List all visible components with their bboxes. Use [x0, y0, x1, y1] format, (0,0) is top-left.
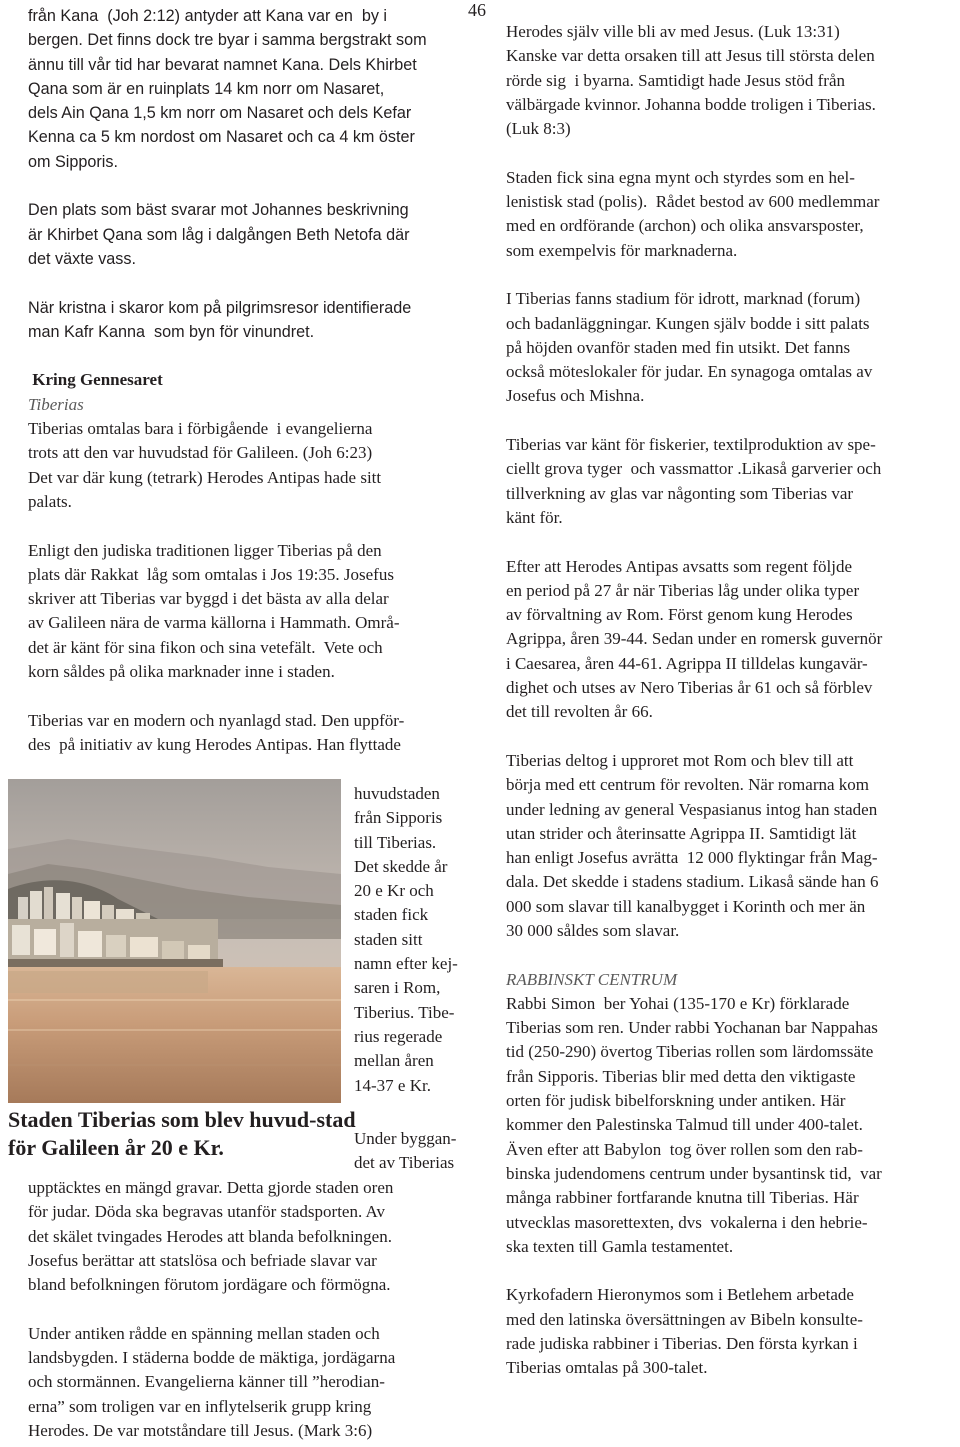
text-line: erna” som troligen var en inflytelserik grupp kring — [28, 1396, 372, 1416]
left-column-lower — [28, 1176, 478, 1443]
text-line: med den latinska översättningen av Bibeln konsulte- — [506, 1309, 863, 1329]
text-line: Kanske var detta orsaken till att Jesus till största delen — [506, 46, 875, 66]
text-line: Tiberias var en modern och nyanlagd stad. Den uppför- — [28, 710, 405, 730]
text-line: plats där Rakkat låg som omtalas i Jos 19:35. Josefus — [28, 564, 394, 584]
text-line: binska judendomens centrum under bysantinsk tid, var — [506, 1163, 882, 1183]
text-line: Herodes. De var motståndare till Jesus. (Mark 3:6) — [28, 1420, 373, 1440]
text-line: bland befolkningen förutom jordägare och förmögna. — [28, 1275, 391, 1295]
text-line: dala. Det skedde i stadens stadium. Likaså sände han 6 — [506, 872, 879, 892]
text-line: rörde sig i byarna. Samtidigt hade Jesus stöd från — [506, 70, 845, 90]
beside-photo-text — [354, 782, 474, 1098]
text-line: I Tiberias fanns stadium för idrott, marknad (forum) — [506, 289, 861, 309]
text-line: känt för. — [506, 507, 563, 527]
text-line: Under antiken rådde en spänning mellan staden och — [28, 1323, 380, 1343]
text-line: Rabbi Simon ber Yohai (135-170 e Kr) förklarade — [506, 993, 850, 1013]
text-line: Josefus berättar att statslösa och befriade slavar var — [28, 1250, 377, 1270]
text-line: trots att den var huvudstad för Galileen. (Joh 6:23) — [28, 443, 373, 463]
text-line: det av Tiberias — [354, 1153, 455, 1173]
right-column — [506, 20, 956, 1381]
text-line: rius regerade — [354, 1026, 443, 1046]
text-line: saren i Rom, — [354, 978, 441, 998]
paragraph-revolt — [506, 749, 956, 943]
paragraph-tension — [28, 1322, 478, 1443]
text-line: Tiberias var känt för fiskerier, textilproduktion av spe- — [506, 435, 876, 455]
text-line: upptäcktes en mängd gravar. Detta gjorde staden oren — [28, 1178, 394, 1197]
text-line: staden sitt — [354, 929, 423, 949]
text-line: utan strider och återinsatte Agrippa II. Samtidigt lät — [506, 823, 857, 843]
text-line: ciellt grova tyger och vassmattor .Likaså garverier och — [506, 459, 882, 479]
text-line: ska texten till Gamla testamentet. — [506, 1236, 734, 1256]
paragraph-tradition — [28, 539, 478, 685]
paragraph-graves — [28, 1176, 478, 1297]
text-line: om Sipporis. — [28, 152, 118, 171]
text-line: av förvaltning av Rom. Först genom kung Herodes — [506, 605, 853, 625]
text-line: lenistisk stad (polis). Rådet bestod av 600 medlemmar — [506, 192, 880, 212]
text-line: är Khirbet Qana som låg i dalgången Beth Netofa där — [28, 225, 410, 244]
paragraph-stadium — [506, 287, 956, 408]
text-line: dels Ain Qana 1,5 km norr om Nasaret och dels Kefar — [28, 104, 412, 123]
text-line: från Sipporis — [354, 808, 443, 828]
section-subheading: Tiberias — [28, 394, 84, 414]
paragraph-herodes-jesus — [506, 20, 956, 141]
text-line: Staden fick sina egna mynt och styrdes som en hel- — [506, 167, 855, 187]
paragraph-hieronymos — [506, 1283, 956, 1380]
text-line: När kristna i skaror kom på pilgrimsresor identifierade — [28, 298, 412, 317]
text-line: Josefus och Mishna. — [506, 386, 645, 406]
text-line: det skälet tvingades Herodes att blanda befolkningen. — [28, 1226, 392, 1246]
text-line: huvudstaden — [354, 784, 440, 803]
text-line: tillverkning av glas var någonting som Tiberias var — [506, 483, 854, 503]
text-line: mellan åren — [354, 1051, 434, 1071]
text-line: 30 000 såldes som slavar. — [506, 920, 680, 940]
text-line: Det skedde år — [354, 856, 448, 876]
text-line: tid (250-290) övertog Tiberias rollen som lärdomssäte — [506, 1042, 874, 1062]
text-line: välbärgade kvinnor. Johanna bodde troligen i Tiberias. — [506, 94, 876, 114]
text-line: Det var där kung (tetrark) Herodes Antipas hade sitt — [28, 467, 382, 487]
paragraph-kana — [28, 4, 478, 174]
text-line: på höjden ovanför staden med fin utsikt. Det fanns — [506, 337, 851, 357]
text-line: av Galileen nära de varma källorna i Hammath. Områ- — [28, 613, 400, 633]
paragraph-khirbet-qana — [28, 198, 478, 271]
paragraph-polis — [506, 166, 956, 263]
text-line: med en ordförande (archon) och olika ansvarsposter, — [506, 216, 864, 236]
text-line: det till revolten år 66. — [506, 702, 653, 722]
text-line: från Kana (Joh 2:12) antyder att Kana var en by i — [28, 7, 388, 25]
text-line: (Luk 8:3) — [506, 119, 571, 139]
text-line: ännu till vår tid har bevarat namnet Kana. Dels Khirbet — [28, 55, 417, 74]
tiberias-city-image — [8, 779, 341, 1103]
text-line: från Sipporis. Tiberias blir med detta den viktigaste — [506, 1066, 856, 1086]
section-heading: Kring Gennesaret — [28, 370, 163, 390]
text-line: Den plats som bäst svarar mot Johannes beskrivning — [28, 201, 409, 220]
text-line: skriver att Tiberias var byggd i det bästa av alla delar — [28, 589, 389, 609]
text-line: Även efter att Babylon tog över rollen som den rab- — [506, 1139, 863, 1159]
text-line: korn såldes på olika marknader inne i staden. — [28, 662, 335, 682]
text-line: Kyrkofadern Hieronymos som i Betlehem arbetade — [506, 1285, 854, 1305]
text-line: Qana som är en ruinplats 14 km norr om Nasaret, — [28, 79, 385, 98]
photo-caption — [8, 1106, 368, 1162]
text-line: en period på 27 år när Tiberias låg under olika typer — [506, 580, 860, 600]
text-line: utvecklas masorettexten, dvs vokalerna i den hebrie- — [506, 1212, 868, 1232]
text-line: Tiberias som ren. Under rabbi Yochanan bar Nappahas — [506, 1018, 878, 1038]
text-line: det är känt för sina fikon och sina vetefält. Vete och — [28, 637, 383, 657]
text-line: och stormännen. Evangelierna känner till ”herodian- — [28, 1372, 385, 1392]
text-line: under ledning av general Vespasianus intog han staden — [506, 799, 878, 819]
text-line: som exempelvis för marknaderna. — [506, 240, 738, 260]
text-line: 14-37 e Kr. — [354, 1075, 431, 1095]
paragraph-industry — [506, 433, 956, 530]
paragraph-rabbinic-centre — [506, 992, 956, 1259]
beside-caption-text — [354, 1127, 474, 1176]
text-line: Tiberias omtalas på 300-talet. — [506, 1358, 708, 1378]
paragraph-tiberias-intro — [28, 417, 478, 514]
text-line: och badanläggningar. Kungen själv bodde i sitt palats — [506, 313, 870, 333]
text-line: i Caesarea, åren 44-61. Agrippa II tilldelas kungavär- — [506, 653, 868, 673]
text-line: många rabbiner fortfarande knutna till Tiberias. Här — [506, 1188, 859, 1208]
text-line: till Tiberias. — [354, 832, 437, 852]
rabbinic-heading: RABBINSKT CENTRUM — [506, 969, 678, 989]
text-line: Herodes själv ville bli av med Jesus. (Luk 13:31) — [506, 22, 840, 41]
text-line: Tiberius. Tibe- — [354, 1002, 455, 1022]
text-line: Enligt den judiska traditionen ligger Tiberias på den — [28, 540, 382, 560]
text-line: rade judiska rabbiner i Tiberias. Den första kyrkan i — [506, 1334, 858, 1354]
paragraph-roman-rule — [506, 555, 956, 725]
text-line: Efter att Herodes Antipas avsatts som regent följde — [506, 556, 853, 576]
photo-caption-text: Staden Tiberias som blev huvud-stad för Galileen år 20 e Kr. — [8, 1107, 356, 1160]
left-column-upper — [28, 4, 478, 757]
text-line: palats. — [28, 491, 72, 511]
page-number: 46 — [468, 0, 486, 20]
paragraph-kafr-kanna — [28, 296, 478, 345]
text-line: orten för judisk bibelforskning under antiken. Här — [506, 1091, 846, 1111]
paragraph-modern-city — [28, 709, 478, 758]
text-line: des på initiativ av kung Herodes Antipas. Han flyttade — [28, 734, 401, 754]
text-line: Agrippa, åren 39-44. Sedan under en romersk guvernör — [506, 629, 883, 649]
text-line: dighet och utses av Nero Tiberias år 61 och så förblev — [506, 678, 873, 698]
text-line: bergen. Det finns dock tre byar i samma bergstrakt som — [28, 31, 427, 50]
text-line: Under byggan- — [354, 1129, 457, 1148]
text-line: man Kafr Kanna som byn för vinundret. — [28, 322, 315, 341]
text-line: för judar. Döda ska begravas utanför stadsporten. Av — [28, 1202, 386, 1222]
text-line: börja med ett centrum för revolten. När romarna kom — [506, 775, 870, 795]
text-line: namn efter kej- — [354, 954, 458, 974]
tiberias-photo — [8, 779, 341, 1103]
text-line: Tiberias omtalas bara i förbigående i evangelierna — [28, 419, 373, 439]
text-line: Tiberias deltog i upproret mot Rom och blev till att — [506, 750, 854, 770]
text-line: Kenna ca 5 km nordost om Nasaret och ca 4 km öster — [28, 128, 415, 147]
text-line: han enligt Josefus avrätta 12 000 flyktingar från Mag- — [506, 848, 878, 868]
text-line: landsbygden. I städerna bodde de mäktiga, jordägarna — [28, 1348, 396, 1368]
text-line: staden fick — [354, 905, 429, 925]
text-line: 000 som slavar till kanalbygget i Korinth och mer än — [506, 896, 866, 916]
text-line: kommer den Palestinska Talmud till under 400-talet. — [506, 1115, 863, 1135]
text-line: också möteslokaler för judar. En synagoga omtalas av — [506, 362, 873, 382]
text-line: det växte vass. — [28, 249, 136, 268]
text-line: 20 e Kr och — [354, 881, 434, 901]
